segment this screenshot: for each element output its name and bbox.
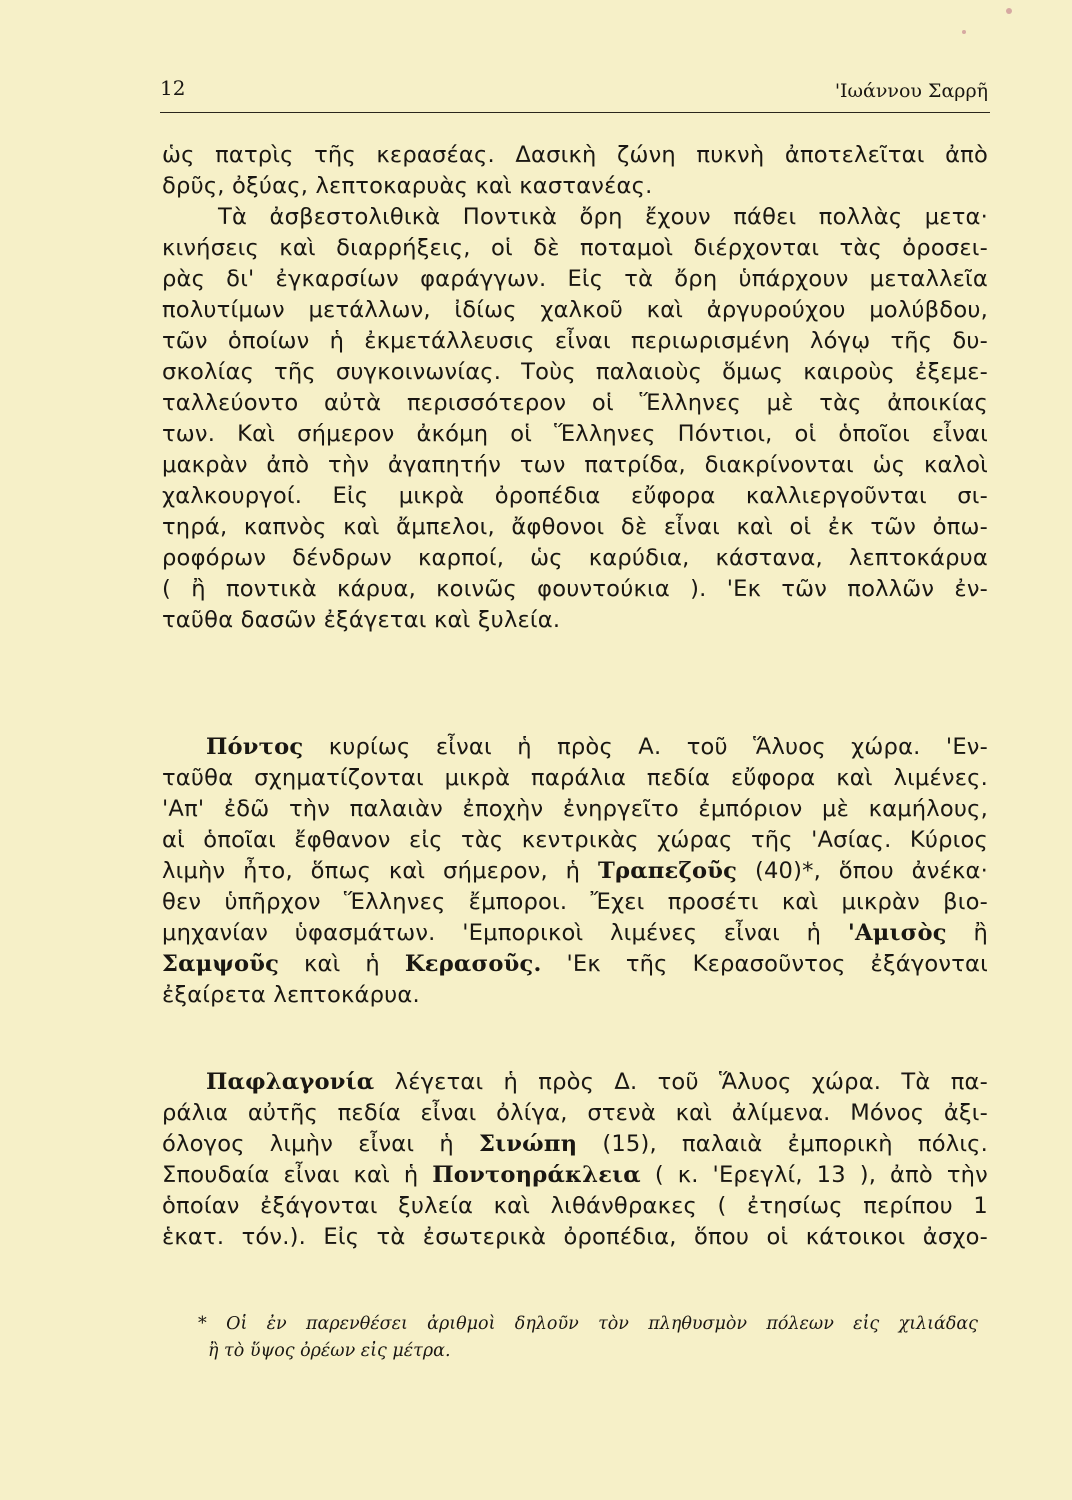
- term-sinope: Σινώπη: [478, 1131, 578, 1157]
- text-line: Τὰ ἀσβεστολιθικὰ Ποντικὰ ὄρη ἔχουν πάθει πολλὰς μετα·: [218, 204, 988, 230]
- text-line: πολυτίμων μετάλλων, ἰδίως χαλκοῦ καὶ ἀργυρούχου μολύβδου,: [162, 297, 988, 323]
- term-sampsous: Σαμψοῦς: [162, 951, 280, 977]
- ink-speck: [1006, 8, 1012, 14]
- text-line: σκολίας τῆς συγκοινωνίας. Τοὺς παλαιοὺς ὅμως καιροὺς ἐξεμε-: [162, 359, 988, 385]
- paragraph-pontic-mountains: [162, 140, 988, 636]
- text-span: κυρίως εἶναι ἡ πρὸς Α. τοῦ Ἅλυος χώρα. 'Εν-: [328, 734, 988, 760]
- running-head-author: 'Ιωάννου Σαρρῆ: [834, 80, 988, 102]
- text-line: ροφόρων δένδρων καρποί, ὡς καρύδια, κάστανα, λεπτοκάρυα: [162, 545, 988, 571]
- text-span: λέγεται ἡ πρὸς Δ. τοῦ Ἅλυος χώρα. Τὰ πα-: [394, 1069, 988, 1095]
- text-line: [162, 949, 988, 980]
- text-line: [162, 918, 988, 949]
- text-line: ταῦθα σχηματίζονται μικρὰ παράλια πεδία εὔφορα καὶ λιμένες.: [162, 765, 988, 791]
- text-line: ταῦθα δασῶν ἐξάγεται καὶ ξυλεία.: [162, 607, 561, 633]
- text-line: τῶν ὁποίων ἡ ἐκμετάλλευσις εἶναι περιωρισμένη λόγῳ τῆς δυ-: [162, 328, 988, 354]
- text-span: όλογος λιμὴν εἶναι ἡ: [162, 1131, 454, 1157]
- text-span: (40)*, ὅπου ἀνέκα·: [754, 858, 989, 884]
- text-line: 'Απ' ἐδῶ τὴν παλαιὰν ἐποχὴν ἐνηργεῖτο ἐμπόριον μὲ καμήλους,: [162, 796, 988, 822]
- text-span: 'Εκ τῆς Κερασοῦντος ἐξάγονται: [566, 951, 988, 977]
- text-span: ( κ. 'Ερεγλί, 13 ), ἀπὸ τὴν: [654, 1162, 988, 1188]
- text-line: αἱ ὁποῖαι ἔφθανον εἰς τὰς κεντρικὰς χώρας τῆς 'Ασίας. Κύριος: [162, 827, 988, 853]
- page-header: [160, 72, 990, 113]
- term-kerasous: Κερασοῦς.: [404, 951, 542, 977]
- text-line: ταλλεύοντο αὐτὰ περισσότερον οἱ Ἕλληνες μὲ τὰς ἀποικίας: [162, 390, 988, 416]
- text-line: ρὰς δι' ἐγκαρσίων φαράγγων. Εἰς τὰ ὄρη ὑπάρχουν μεταλλεῖα: [162, 266, 988, 292]
- text-line: [162, 856, 988, 887]
- text-line: δρῦς, ὀξύας, λεπτοκαρυὰς καὶ καστανέας.: [162, 173, 653, 199]
- text-span: μηχανίαν ὑφασμάτων. 'Εμπορικοὶ λιμένες εἶναι ἡ: [162, 920, 822, 946]
- term-pontoirakleia: Ποντοηράκλεια: [432, 1162, 641, 1188]
- text-line: ράλια αὐτῆς πεδία εἶναι ὀλίγα, στενὰ καὶ ἀλίμενα. Μόνος ἀξι-: [162, 1100, 988, 1126]
- text-line: ὁποίαν ἐξάγονται ξυλεία καὶ λιθάνθρακες ( ἐτησίως περίπου 1: [162, 1193, 988, 1219]
- text-line: μακρὰν ἀπὸ τὴν ἀγαπητήν των πατρίδα, διακρίνονται ὡς καλοὶ: [162, 452, 988, 478]
- text-line: [162, 1129, 988, 1160]
- ink-speck: [962, 30, 966, 34]
- text-span: (15), παλαιὰ ἐμπορικὴ πόλις.: [602, 1131, 989, 1157]
- paragraph-pontos: [162, 732, 988, 1011]
- term-paphlagonia: Παφλαγονία: [206, 1069, 375, 1095]
- footnote-line: ἢ τὸ ὕψος ὀρέων εἰς μέτρα.: [208, 1341, 451, 1361]
- text-line: χαλκουργοί. Εἰς μικρὰ ὀροπέδια εὔφορα καλλιεργοῦνται σι-: [162, 483, 988, 509]
- page-number: 12: [160, 76, 186, 100]
- text-line: ἐξαίρετα λεπτοκάρυα.: [162, 982, 420, 1008]
- text-line: τηρά, καπνὸς καὶ ἄμπελοι, ἄφθονοι δὲ εἶναι καὶ οἱ ἐκ τῶν ὀπω-: [162, 514, 988, 540]
- text-line: ὡς πατρὶς τῆς κερασέας. Δασικὴ ζώνη πυκνὴ ἀποτελεῖται ἀπὸ: [162, 142, 988, 168]
- text-line: ( ἢ ποντικὰ κάρυα, κοινῶς φουντούκια ). 'Εκ τῶν πολλῶν ἐν-: [162, 576, 988, 602]
- text-line: θεν ὑπῆρχον Ἕλληνες ἔμποροι. Ἔχει προσέτι καὶ μικρὰν βιο-: [162, 889, 988, 915]
- text-line: ἑκατ. τόν.). Εἰς τὰ ἐσωτερικὰ ὀροπέδια, ὅπου οἱ κάτοικοι ἀσχο-: [162, 1224, 988, 1250]
- text-line: [162, 1067, 988, 1098]
- term-pontos: Πόντος: [206, 734, 304, 760]
- text-line: [162, 1160, 988, 1191]
- text-span: λιμὴν ἦτο, ὅπως καὶ σήμερον, ἡ: [162, 858, 581, 884]
- text-span: καὶ ἡ: [304, 951, 380, 977]
- footnote-line: * Οἱ ἐν παρενθέσει ἀριθμοὶ δηλοῦν τὸν πληθυσμὸν πόλεων εἰς χιλιάδας: [198, 1314, 978, 1334]
- text-line: των. Καὶ σήμερον ἀκόμη οἱ Ἕλληνες Πόντιοι, οἱ ὁποῖοι εἶναι: [162, 421, 988, 447]
- term-amisos: 'Αμισὸς: [847, 920, 947, 946]
- text-span: ἢ: [973, 920, 989, 946]
- text-span: Σπουδαία εἶναι καὶ ἡ: [162, 1162, 419, 1188]
- text-line: [162, 732, 988, 763]
- footnote: [198, 1311, 978, 1365]
- paragraph-paphlagonia: [162, 1067, 988, 1253]
- text-line: κινήσεις καὶ διαρρήξεις, οἱ δὲ ποταμοὶ διέρχονται τὰς ὀροσει-: [162, 235, 988, 261]
- term-trapezous: Τραπεζοῦς: [597, 858, 738, 884]
